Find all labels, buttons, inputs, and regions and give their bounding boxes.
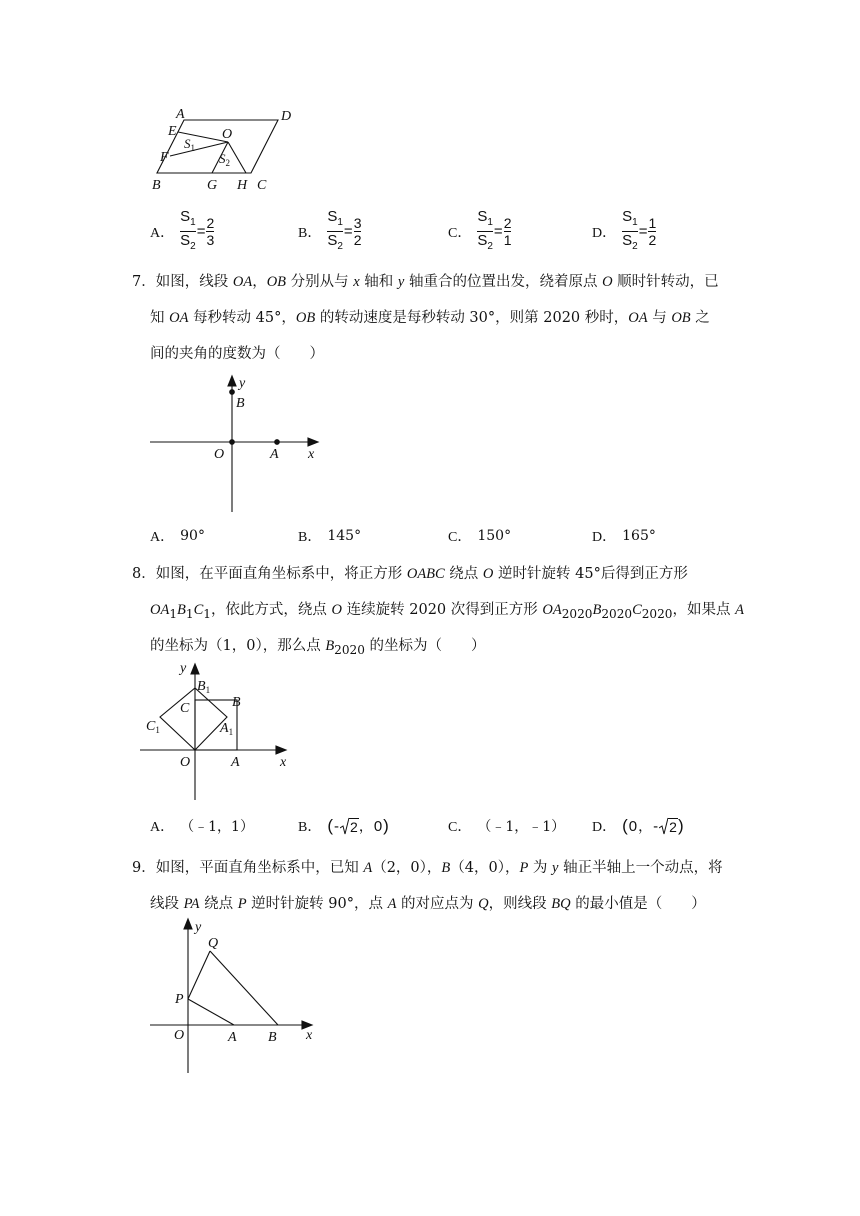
q6-option-a[interactable]: A． $\frac{S_1}{S_2}$ = 2 3: [150, 208, 215, 252]
label-x: x: [306, 1028, 313, 1043]
sqrt-sign: 2: [659, 817, 678, 835]
label-A: A: [228, 1030, 237, 1045]
label-A1: $A_1$: [220, 721, 234, 737]
label-y: y: [195, 920, 202, 935]
q6-options: [150, 208, 750, 252]
q8-options: [150, 816, 750, 846]
label-O: O: [174, 1028, 185, 1043]
label-G: G: [207, 178, 218, 193]
q9-rotation-figure: [150, 915, 330, 1075]
question-number: 7．: [132, 274, 156, 290]
label-x: x: [308, 447, 315, 462]
label-B: B: [152, 178, 161, 193]
q8-rotated-square-figure: [140, 660, 300, 802]
q7-axes-figure: [150, 372, 330, 514]
q7-option-a[interactable]: A． 90°: [150, 528, 205, 545]
label-B: B: [236, 396, 245, 411]
q8-option-a[interactable]: A． （﹣1，1）: [150, 819, 254, 835]
label-F: F: [160, 150, 169, 165]
label-B: B: [232, 695, 241, 710]
label-O: O: [214, 447, 225, 462]
label-D: D: [281, 109, 292, 124]
question-number: 9．: [132, 860, 156, 876]
q7-option-b[interactable]: B． 145°: [298, 528, 362, 545]
label-C1: $C_1$: [146, 719, 160, 735]
sqrt-sign: 2: [340, 817, 359, 835]
label-S1: $S_1$: [184, 136, 195, 153]
q8-option-c[interactable]: C． （﹣1，﹣1）: [448, 819, 566, 835]
label-A: A: [270, 447, 279, 462]
label-Q: Q: [208, 936, 219, 951]
q6-option-c[interactable]: C． $\frac{S_1}{S_2}$ = 2 1: [448, 208, 512, 252]
label-C: C: [257, 178, 267, 193]
q6-option-b[interactable]: B． $\frac{S_1}{S_2}$ = 3 2: [298, 208, 362, 252]
label-O: O: [222, 127, 233, 142]
label-x: x: [280, 755, 287, 770]
q7-option-d[interactable]: D． 165°: [592, 528, 656, 545]
label-C: C: [180, 701, 190, 716]
label-S2: $S_2$: [219, 151, 230, 168]
label-H: H: [237, 178, 248, 193]
q7-option-c[interactable]: C． 150°: [448, 528, 512, 545]
q7-options: [150, 526, 750, 556]
label-y: y: [239, 376, 246, 391]
q8-option-b[interactable]: B． ( - 2 ， 0 ): [298, 816, 389, 835]
label-A: A: [176, 107, 185, 122]
label-B: B: [268, 1030, 277, 1045]
label-P: P: [175, 992, 184, 1007]
q6-option-d[interactable]: D． $\frac{S_1}{S_2}$ = 1 2: [592, 208, 657, 252]
label-A: A: [231, 755, 240, 770]
label-E: E: [168, 124, 177, 139]
label-O: O: [180, 755, 191, 770]
question-number: 8．: [132, 566, 156, 582]
q8-option-d[interactable]: D． ( 0 ， - 2 ): [592, 816, 684, 835]
label-y: y: [180, 661, 187, 676]
q6-parallelogram-figure: [140, 100, 320, 195]
label-B1: $B_1$: [197, 679, 211, 695]
